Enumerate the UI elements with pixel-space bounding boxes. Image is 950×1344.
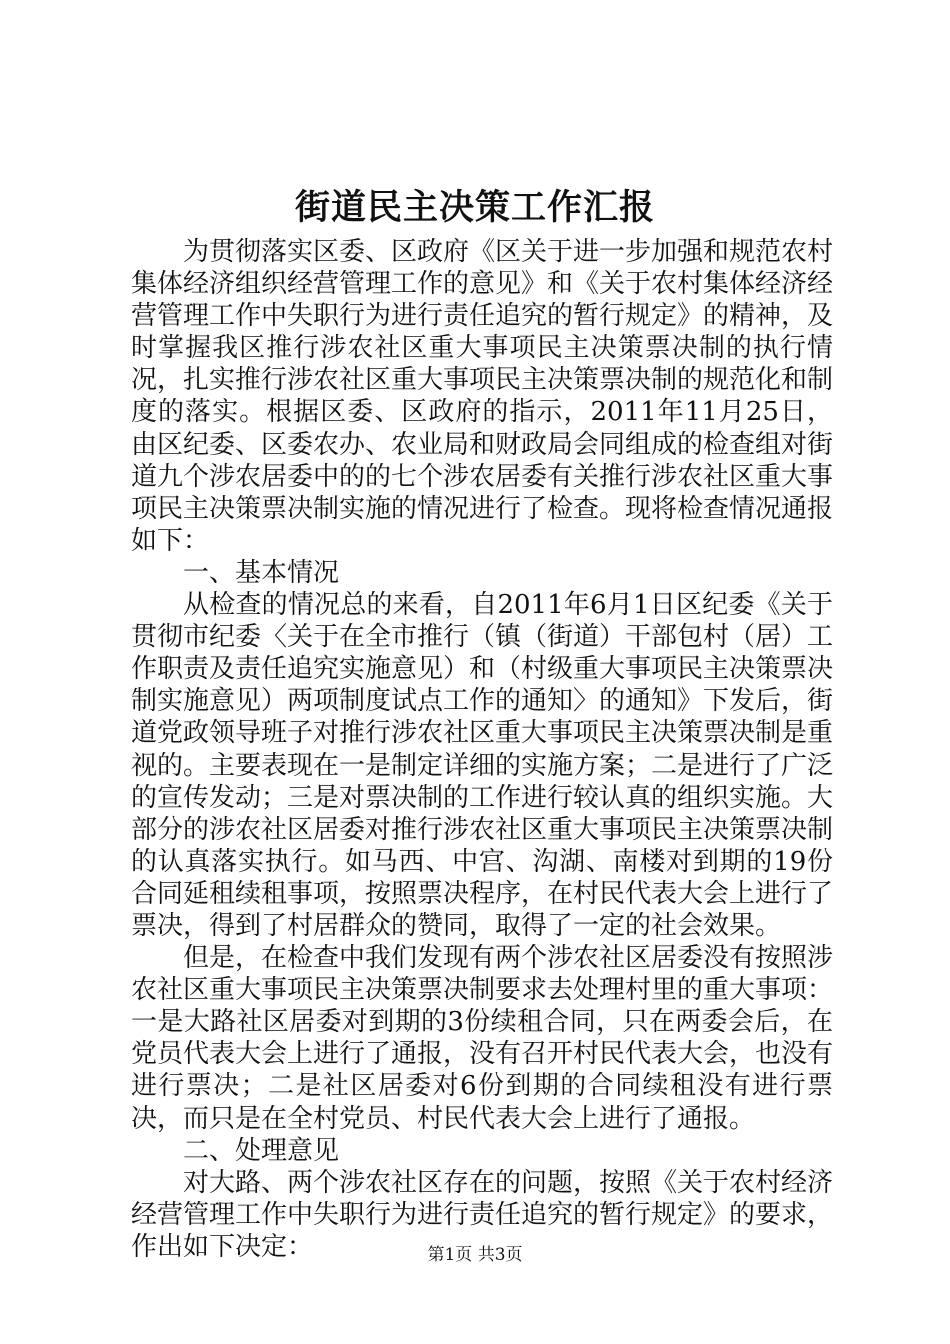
page-number-footer: 第1页 共3页 bbox=[427, 1245, 523, 1265]
paragraph-basic-situation: 从检查的情况总的来看，自2011年6月1日区纪委《关于贯彻市纪委〈关于在全市推行（镇（街道）干部包村（居）工作职责及责任追究实施意见）和（村级重大事项民主决策票决制实施意见）两项制度试点工作的通知〉的通知》下发后，街道党政领导班子对推行涉农社区重大事项民主决策票决制是重视的。主要表现在一是制定详细的实施方案；二是进行了广泛的宣传发动；三是对票决制的工作进行较认真的组织实施。大部分的涉农社区居委对推行涉农社区重大事项民主决策票决制的认真落实执行。如马西、中宫、沟湖、南楼对到期的19份合同延租续租事项，按照票决程序，在村民代表大会上进行了票决，得到了村居群众的赞同，取得了一定的社会效果。 bbox=[131, 590, 834, 941]
paragraph-handling-opinion: 对大路、两个涉农社区存在的问题，按照《关于农村经济经营管理工作中失职行为进行责任追究的暂行规定》的要求，作出如下决定： bbox=[131, 1167, 834, 1262]
section-heading-basic-situation: 一、基本情况 bbox=[183, 557, 340, 588]
document-body bbox=[131, 236, 833, 1263]
section-heading-handling-opinion: 二、处理意见 bbox=[183, 1135, 340, 1166]
document-title: 街道民主决策工作汇报 bbox=[294, 187, 655, 228]
paragraph-problems: 但是，在检查中我们发现有两个涉农社区居委没有按照涉农社区重大事项民主决策票决制要求去处理村里的重大事项：一是大路社区居委对到期的3份续租合同，只在两委会后，在党员代表大会上进行了通报，没有召开村民代表大会，也没有进行票决；二是社区居委对6份到期的合同续租没有进行票决，而只是在全村党员、村民代表大会上进行了通报。 bbox=[131, 943, 834, 1134]
paragraph-intro: 为贯彻落实区委、区政府《区关于进一步加强和规范农村集体经济组织经营管理工作的意见》和《关于农村集体经济经营管理工作中失职行为进行责任追究的暂行规定》的精神，及时掌握我区推行涉农社区重大事项民主决策票决制的执行情况，扎实推行涉农社区重大事项民主决策票决制的规范化和制度的落实。根据区委、区政府的指示，2011年11月25日，由区纪委、区委农办、农业局和财政局会同组成的检查组对街道九个涉农居委中的的七个涉农居委有关推行涉农社区重大事项民主决策票决制实施的情况进行了检查。现将检查情况通报如下： bbox=[131, 237, 834, 556]
